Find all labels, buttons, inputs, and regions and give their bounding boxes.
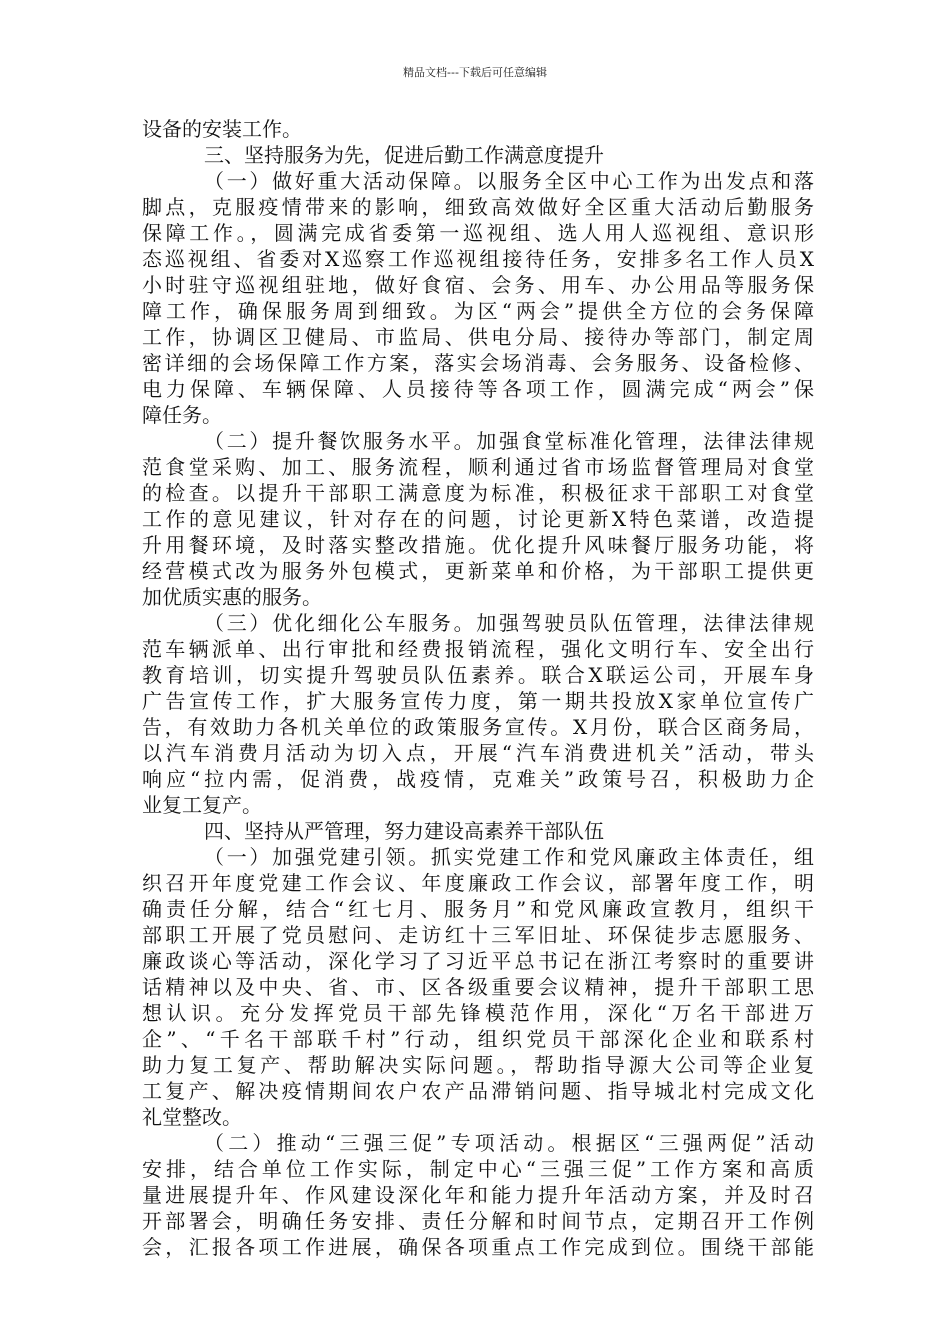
text-line: （二）提升餐饮服务水平。加强食堂标准化管理，法律法律规: [204, 429, 814, 453]
text-line: 态巡视组、省委对X巡察工作巡视组接待任务，安排多名工作人员X: [142, 247, 814, 271]
text-line: 范食堂采购、加工、服务流程，顺利通过省市场监督管理局对食堂: [142, 455, 814, 479]
text-line: 工作，协调区卫健局、市监局、供电分局、接待办等部门，制定周: [142, 325, 814, 349]
text-line: 设备的安装工作。: [142, 117, 302, 141]
text-line: 部职工开展了党员慰问、走访红十三军旧址、环保徒步志愿服务、: [142, 923, 814, 947]
text-line: （二）推动“三强三促”专项活动。根据区“三强两促”活动: [204, 1131, 814, 1155]
text-line: 的检查。以提升干部职工满意度为标准，积极征求干部职工对食堂: [142, 481, 814, 505]
text-line: 量进展提升年、作风建设深化年和能力提升年活动方案，并及时召: [142, 1183, 814, 1207]
text-line: 加优质实惠的服务。: [142, 585, 322, 609]
text-line: 脚点，克服疫情带来的影响，细致高效做好全区重大活动后勤服务: [142, 195, 814, 219]
text-line: 经营模式改为服务外包模式，更新菜单和价格，为干部职工提供更: [142, 559, 814, 583]
text-line: 工复产、解决疫情期间农户农产品滞销问题、指导城北村完成文化: [142, 1079, 814, 1103]
text-line: 企”、“千名干部联千村”行动，组织党员干部深化企业和联系村: [142, 1027, 814, 1051]
text-line: （一）加强党建引领。抓实党建工作和党风廉政主体责任，组: [204, 845, 814, 869]
text-line: 教育培训，切实提升驾驶员队伍素养。联合X联运公司，开展车身: [142, 663, 814, 687]
text-line: 电力保障、车辆保障、人员接待等各项工作，圆满完成“两会”保: [142, 377, 814, 401]
text-line: 范车辆派单、出行审批和经费报销流程，强化文明行车、安全出行: [142, 637, 814, 661]
text-line: 工作的意见建议，针对存在的问题，讨论更新X特色菜谱，改造提: [142, 507, 814, 531]
text-line: 广告宣传工作，扩大服务宣传力度，第一期共投放X家单位宣传广: [142, 689, 814, 713]
text-line: 织召开年度党建工作会议、年度廉政工作会议，部署年度工作，明: [142, 871, 814, 895]
text-line: 开部署会，明确任务安排、责任分解和时间节点，定期召开工作例: [142, 1209, 814, 1233]
text-line: 四、坚持从严管理，努力建设高素养干部队伍: [204, 819, 604, 843]
document-body: [142, 116, 814, 1260]
text-line: 告，有效助力各机关单位的政策服务宣传。X月份，联合区商务局，: [142, 715, 814, 739]
text-line: 升用餐环境，及时落实整改措施。优化提升风味餐厅服务功能，将: [142, 533, 814, 557]
text-line: 障工作，确保服务周到细致。为区“两会”提供全方位的会务保障: [142, 299, 814, 323]
text-line: 保障工作。，圆满完成省委第一巡视组、选人用人巡视组、意识形: [142, 221, 814, 245]
text-line: 密详细的会场保障工作方案，落实会场消毒、会务服务、设备检修、: [142, 351, 814, 375]
text-line: （三）优化细化公车服务。加强驾驶员队伍管理，法律法律规: [204, 611, 814, 635]
text-line: 安排，结合单位工作实际，制定中心“三强三促”工作方案和高质: [142, 1157, 814, 1181]
text-line: 三、坚持服务为先，促进后勤工作满意度提升: [204, 143, 604, 167]
text-line: 话精神以及中央、省、市、区各级重要会议精神，提升干部职工思: [142, 975, 814, 999]
page-header: 精品文档---下载后可任意编辑: [403, 66, 547, 79]
text-line: 障任务。: [142, 403, 222, 427]
text-line: （一）做好重大活动保障。以服务全区中心工作为出发点和落: [204, 169, 814, 193]
text-line: 确责任分解，结合“红七月、服务月”和党风廉政宣教月，组织干: [142, 897, 814, 921]
text-line: 小时驻守巡视组驻地，做好食宿、会务、用车、办公用品等服务保: [142, 273, 814, 297]
text-line: 以汽车消费月活动为切入点，开展“汽车消费进机关”活动，带头: [142, 741, 814, 765]
text-line: 会，汇报各项工作进展，确保各项重点工作完成到位。围绕干部能: [142, 1235, 814, 1259]
text-line: 廉政谈心等活动，深化学习了习近平总书记在浙江考察时的重要讲: [142, 949, 814, 973]
text-line: 业复工复产。: [142, 793, 262, 817]
text-line: 助力复工复产、帮助解决实际问题。，帮助指导源大公司等企业复: [142, 1053, 814, 1077]
text-line: 想认识。充分发挥党员干部先锋模范作用，深化“万名干部进万: [142, 1001, 814, 1025]
text-line: 礼堂整改。: [142, 1105, 242, 1129]
text-line: 响应“拉内需，促消费，战疫情，克难关”政策号召，积极助力企: [142, 767, 814, 791]
